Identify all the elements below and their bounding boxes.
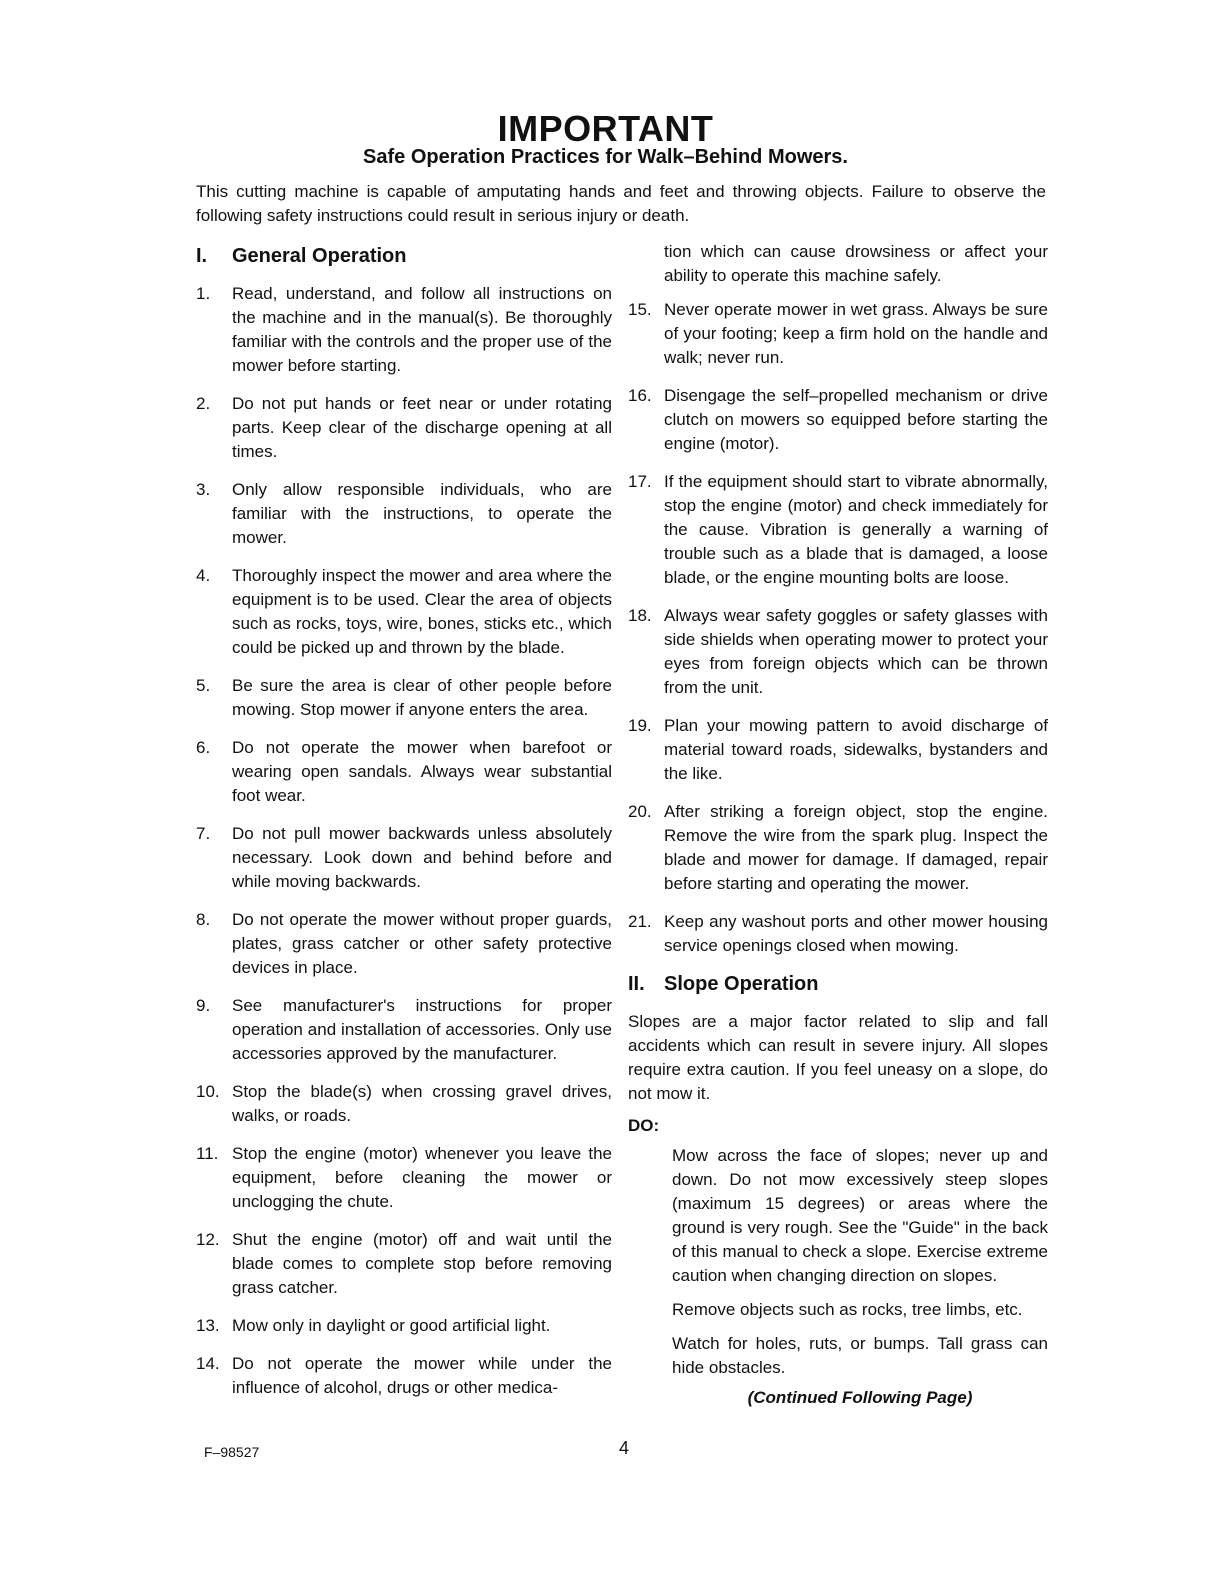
item-text: Be sure the area is clear of other people before mowing. Stop mower if anyone enters the area. xyxy=(232,676,612,719)
slope-intro: Slopes are a major factor related to slip and fall accidents which can result in severe injury. All slopes require extra caution. If you feel uneasy on a slope, do not mow it. xyxy=(628,1012,1048,1103)
item-text: Never operate mower in wet grass. Always be sure of your footing; keep a firm hold on the handle and walk; never run. xyxy=(664,300,1048,367)
item-number: 19. xyxy=(628,716,652,735)
item-text: Plan your mowing pattern to avoid discharge of material toward roads, sidewalks, bystanders and the like. xyxy=(664,716,1048,783)
list-item xyxy=(196,1352,612,1400)
list-item xyxy=(628,470,1048,590)
do-item: Watch for holes, ruts, or bumps. Tall grass can hide obstacles. xyxy=(672,1334,1048,1377)
item-number: 18. xyxy=(628,606,652,625)
document-code: F–98527 xyxy=(204,1444,260,1460)
list-item xyxy=(196,1314,612,1338)
item-text: Stop the blade(s) when crossing gravel drives, walks, or roads. xyxy=(232,1082,612,1125)
item-text: Do not operate the mower when barefoot or wearing open sandals. Always wear substantial foot wear. xyxy=(232,738,612,805)
page-title: IMPORTANT xyxy=(497,108,714,149)
item-text: Do not put hands or feet near or under rotating parts. Keep clear of the discharge opening at all times. xyxy=(232,394,612,461)
list-item xyxy=(628,384,1048,456)
item-number: 14. xyxy=(196,1354,220,1373)
item-number: 17. xyxy=(628,472,652,491)
item-text: Read, understand, and follow all instructions on the machine and in the manual(s). Be thoroughly familiar with the controls and the proper use of the mower before starting. xyxy=(232,284,612,375)
do-label: DO: xyxy=(628,1116,660,1135)
item-number: 4. xyxy=(196,566,211,585)
item-text: Do not pull mower backwards unless absolutely necessary. Look down and behind before and while moving backwards. xyxy=(232,824,612,891)
item-number: 20. xyxy=(628,802,652,821)
list-item xyxy=(196,822,612,894)
do-item: Remove objects such as rocks, tree limbs, etc. xyxy=(672,1300,1023,1319)
list-item xyxy=(628,714,1048,786)
list-item xyxy=(196,994,612,1066)
item-14-continued: tion which can cause drowsiness or affect your ability to operate this machine safely. xyxy=(664,242,1048,285)
item-text: Keep any washout ports and other mower housing service openings closed when mowing. xyxy=(664,912,1048,955)
continued-note: (Continued Following Page) xyxy=(747,1388,973,1407)
do-item: Mow across the face of slopes; never up and down. Do not mow excessively steep slopes (maximum 15 degrees) or areas where the ground is very rough. See the "Guide" in the back of this manual to check a slope. Exercise extreme caution when changing direction on slopes. xyxy=(672,1146,1048,1285)
item-number: 9. xyxy=(196,996,211,1015)
item-number: 6. xyxy=(196,738,211,757)
list-item xyxy=(628,604,1048,700)
item-text: See manufacturer's instructions for proper operation and installation of accessories. Only use accessories approved by the manufacturer. xyxy=(232,996,612,1063)
section-heading-general-operation xyxy=(196,244,612,268)
right-column xyxy=(628,240,1048,1410)
item-number: 2. xyxy=(196,394,211,413)
list-item xyxy=(196,478,612,550)
page-number: 4 xyxy=(619,1438,630,1458)
section-number: I. xyxy=(196,245,208,267)
list-item xyxy=(196,1228,612,1300)
list-item xyxy=(196,282,612,378)
item-number: 1. xyxy=(196,284,211,303)
item-number: 15. xyxy=(628,300,652,319)
item-number: 7. xyxy=(196,824,211,843)
list-item xyxy=(196,564,612,660)
item-text: Shut the engine (motor) off and wait until the blade comes to complete stop before removing grass catcher. xyxy=(232,1230,612,1297)
page-subtitle: Safe Operation Practices for Walk–Behind Mowers. xyxy=(363,146,848,168)
item-text: Only allow responsible individuals, who are familiar with the instructions, to operate the mower. xyxy=(232,480,612,547)
list-item xyxy=(196,908,612,980)
list-item xyxy=(196,392,612,464)
item-number: 13. xyxy=(196,1316,220,1335)
item-text: Thoroughly inspect the mower and area where the equipment is to be used. Clear the area of objects such as rocks, toys, wire, bones, sticks etc., which could be picked up and thrown by the blade. xyxy=(232,566,612,657)
item-number: 5. xyxy=(196,676,211,695)
list-item xyxy=(628,800,1048,896)
item-number: 12. xyxy=(196,1230,220,1249)
list-item xyxy=(196,1080,612,1128)
item-number: 3. xyxy=(196,480,211,499)
list-item xyxy=(196,674,612,722)
list-item xyxy=(196,1142,612,1214)
section-title: Slope Operation xyxy=(664,973,819,995)
list-item xyxy=(628,910,1048,958)
item-number: 10. xyxy=(196,1082,220,1101)
list-item xyxy=(196,736,612,808)
left-column xyxy=(196,244,612,1414)
item-text: Mow only in daylight or good artificial light. xyxy=(232,1316,551,1335)
item-text: After striking a foreign object, stop the engine. Remove the wire from the spark plug. Inspect the blade and mower for damage. If damaged, repair before starting and operating the mower. xyxy=(664,802,1048,893)
section-number: II. xyxy=(628,973,645,995)
item-text: Do not operate the mower while under the influence of alcohol, drugs or other medica- xyxy=(232,1354,612,1397)
item-number: 11. xyxy=(196,1144,219,1163)
item-text: Always wear safety goggles or safety glasses with side shields when operating mower to protect your eyes from foreign objects which can be thrown from the unit. xyxy=(664,606,1048,697)
item-text: If the equipment should start to vibrate abnormally, stop the engine (motor) and check immediately for the cause. Vibration is generally a warning of trouble such as a blade that is damaged, a loose blade, or the engine mounting bolts are loose. xyxy=(664,472,1048,587)
list-item xyxy=(628,298,1048,370)
item-number: 21. xyxy=(628,912,652,931)
item-number: 8. xyxy=(196,910,211,929)
warning-intro: This cutting machine is capable of amputating hands and feet and throwing objects. Failure to observe the following safety instructions could result in serious injury or death. xyxy=(196,182,1046,225)
item-number: 16. xyxy=(628,386,652,405)
section-heading-slope-operation xyxy=(628,972,1048,996)
item-text: Disengage the self–propelled mechanism or drive clutch on mowers so equipped before starting the engine (motor). xyxy=(664,386,1048,453)
section-title: General Operation xyxy=(232,245,407,267)
item-text: Do not operate the mower without proper guards, plates, grass catcher or other safety protective devices in place. xyxy=(232,910,612,977)
item-text: Stop the engine (motor) whenever you leave the equipment, before cleaning the mower or unclogging the chute. xyxy=(232,1144,612,1211)
